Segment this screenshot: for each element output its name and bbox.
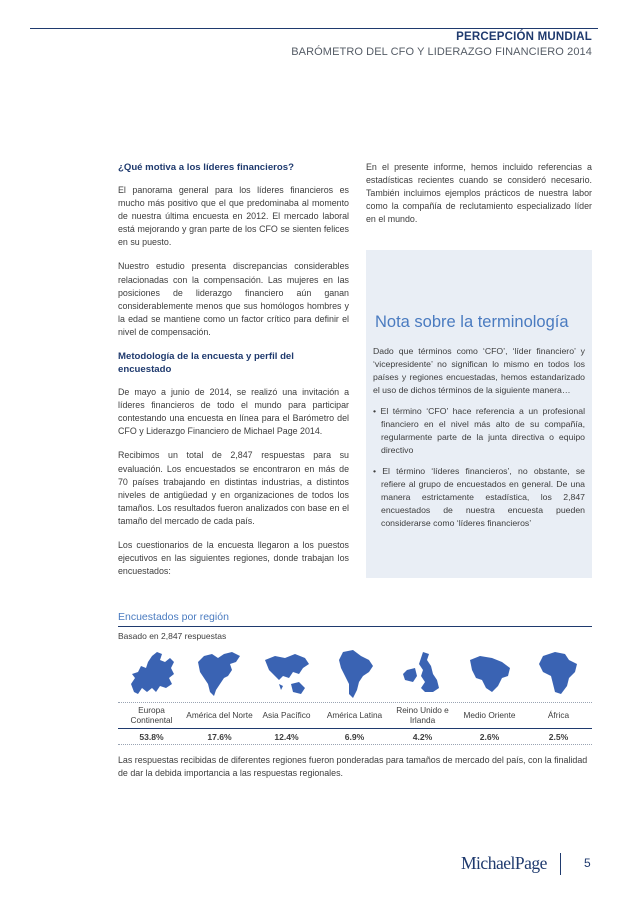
header-title: PERCEPCIÓN MUNDIAL (456, 31, 592, 43)
region-label: América del Norte (186, 710, 253, 720)
europe-map-icon (126, 648, 177, 700)
paragraph: Nuestro estudio presenta discrepancias considerables relacionadas con la compensación. Las mujeres en las posiciones de liderazgo financiero aún ganan considerablemente menos que sus homólogos hombres y la edad se mantiene como un factor crítico para definir el nivel de compensación. (118, 261, 349, 337)
region-percentage: 6.9% (344, 732, 365, 742)
region-percentage: 53.8% (139, 732, 164, 742)
region-label: Medio Oriente (463, 710, 516, 720)
note-bullet: • El término ‘líderes financieros’, no obstante, se refiere al grupo de encuestados en general. De una manera estrictamente estadística, los 2,847 encuestados de nuestra encuesta pueden considerarse como ‘líderes financieros’ (373, 466, 585, 528)
note-body (373, 345, 585, 538)
regions-rule (118, 626, 592, 627)
region-label: América Latina (326, 710, 383, 720)
note-bullet: • El término ‘CFO’ hace referencia a un profesional financiero en el nivel más alto de su compañía, regularmente parte de la junta directiva o equipo directivo (373, 406, 585, 455)
heading-motivation: ¿Qué motiva a los líderes financieros? (118, 162, 294, 173)
latin-america-map-icon (329, 648, 380, 700)
region-label: Reino Unido e Irlanda (396, 705, 449, 725)
asia-pacific-map-icon (261, 648, 312, 700)
region-item (118, 648, 185, 748)
region-item (186, 648, 253, 748)
region-percentage: 2.6% (479, 732, 500, 742)
region-label: Europa Continental (130, 705, 173, 725)
middle-east-map-icon (464, 648, 515, 700)
paragraph: Los cuestionarios de la encuesta llegaron a los puestos ejecutivos en las siguientes regiones, donde trabajan los encuestados: (118, 539, 349, 577)
region-item (525, 648, 592, 748)
region-item (321, 648, 388, 748)
paragraph: El panorama general para los líderes financieros es mucho más positivo que el que predominaba al momento de nuestra última encuesta en 2012. El mercado laboral está mejorando y gran parte de los CFO se sienten felices en su puesto. (118, 185, 349, 248)
region-item (389, 648, 456, 748)
region-item (253, 648, 320, 748)
region-label: Asia Pacífico (262, 710, 311, 720)
paragraph: Recibimos un total de 2,847 respuestas para su evaluación. Los encuestados se encontraron en más de 70 países trabajando en distintas industrias, a distintos niveles de antigüedad y en organizaciones de todos los tamaños. Los resultados fueron analizados con base en el tamaño del mercado de cada país. (118, 450, 349, 526)
paragraph: En el presente informe, hemos incluido referencias a estadísticas recientes cuando se consideró necesario. También incluimos ejemplos prácticos de nuestra labor como la compañía de reclutamiento especializado líder en el mundo. (366, 162, 592, 225)
region-percentage: 12.4% (274, 732, 299, 742)
africa-map-icon (533, 648, 584, 700)
header-subtitle: BARÓMETRO DEL CFO Y LIDERAZGO FINANCIERO 2014 (291, 46, 592, 58)
footer-divider (560, 853, 561, 875)
page-number: 5 (584, 856, 591, 870)
region-item (456, 648, 523, 748)
heading-methodology: Metodología de la encuesta y perfil del encuestado (118, 351, 294, 376)
region-percentage: 17.6% (207, 732, 232, 742)
note-title: Nota sobre la terminología (375, 313, 569, 331)
region-label: África (547, 710, 570, 720)
michael-page-logo: MichaelPage (461, 853, 547, 873)
regions-title: Encuestados por región (118, 611, 229, 623)
uk-ireland-map-icon (397, 648, 448, 700)
header-rule (30, 28, 598, 29)
regions-footnote: Las respuestas recibidas de diferentes regiones fueron ponderadas para tamaños de mercado del país, con la finalidad de dar la debida importancia a las respuestas regionales. (118, 755, 588, 778)
regions-subtitle: Basado en 2,847 respuestas (118, 631, 227, 641)
terminology-note-box (366, 250, 592, 578)
region-percentage: 4.2% (412, 732, 433, 742)
right-column (366, 161, 592, 237)
paragraph: De mayo a junio de 2014, se realizó una invitación a líderes financieros de todo el mundo para participar contestando una encuesta en línea para el Barómetro del CFO y Liderazgo Financiero de Michael Page 2014. (118, 387, 349, 437)
left-column (118, 161, 349, 589)
region-percentage: 2.5% (548, 732, 569, 742)
note-intro: Dado que términos como ‘CFO’, ‘líder financiero’ y ‘vicepresidente’ no significan lo mismo en todos los países y regiones encuestadas, hemos estandarizado el uso de dichos términos de la siguiente manera… (373, 346, 585, 395)
north-america-map-icon (194, 648, 245, 700)
